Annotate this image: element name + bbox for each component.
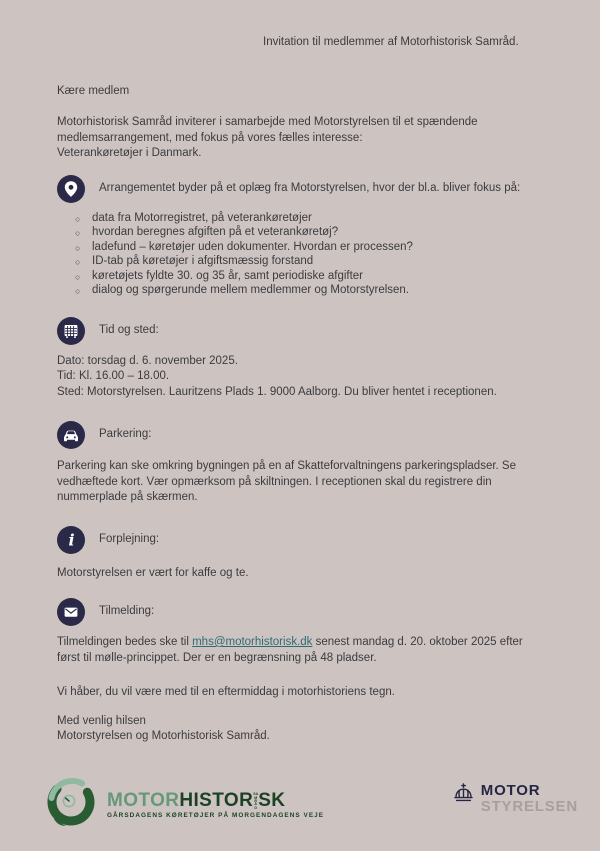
agenda-heading: Arrangementet byder på et oplæg fra Motorstyrelsen, hvor der bl.a. bliver fokus på: [99,181,521,194]
registration-body [57,635,548,666]
list-item: ○ hvordan beregnes afgiften på et veterankøretøj? [57,225,548,240]
time-place-details [57,354,548,401]
info-icon [57,526,85,554]
logo-word-histor: HISTOR [179,790,254,812]
motorhistorisk-tagline: GÅRSDAGENS KØRETØJER PÅ MORGENDAGENS VEJE [107,812,325,820]
signoff [57,714,548,745]
registration-text-after: senest mandag d. 20. oktober 2025 efter først til mølle-princippet. Der er en begrænsning på 48 pladser. [57,636,523,664]
page-title: Invitation til medlemmer af Motorhistorisk Samråd. [263,36,519,48]
crown-icon [452,783,475,809]
car-icon [57,421,85,449]
motorstyrelsen-logo [452,783,578,815]
email-link[interactable]: mhs@motorhistorisk.dk [192,636,313,648]
motorstyrelsen-wordmark [481,783,578,815]
hope-line: Vi håber, du vil være med til en eftermiddag i motorhistoriens tegn. [57,686,395,698]
list-item: ○ ID-tab på køretøjer i afgiftsmæssig forstand [57,254,548,269]
logo-word-motor: MOTOR [107,790,180,812]
section-registration [57,598,548,626]
calendar-icon [57,317,85,345]
signoff-line2: Motorstyrelsen og Motorhistorisk Samråd. [57,730,270,742]
agenda-bullet-list [57,211,548,298]
greeting: Kære medlem [57,84,130,97]
motorhistorisk-wordmark [107,791,324,820]
signoff-line1: Med venlig hilsen [57,714,146,727]
intro-line2: Veterankøretøjer i Danmark. [57,147,202,159]
catering-body: Motorstyrelsen er vært for kaffe og te. [57,566,249,579]
motorhistorisk-emblem-icon [44,774,98,838]
motorhistorisk-logo [44,774,324,838]
location-pin-icon [57,175,85,203]
logo-word-samraad-vertical: SAMRÅD [253,792,259,810]
list-item: ○ ladefund – køretøjer uden dokumenter. Hvordan er processen? [57,240,548,255]
time-line: Tid: Kl. 16.00 – 18.00. [57,370,170,382]
envelope-icon [57,598,85,626]
parking-body: Parkering kan ske omkring bygningen på en af Skatteforvaltningens parkeringspladser. Se vedhæftede kort. Vær opmærksom på skiltningen. I receptionen skal du registrere din nummerplade på skærmen. [57,460,516,503]
parking-heading: Parkering: [99,428,152,441]
intro-line1: Motorhistorisk Samråd inviterer i samarbejde med Motorstyrelsen til et spændende medlemsarrangement, med fokus på vores fælles interesse: [57,116,478,144]
time-place-heading: Tid og sted: [99,323,159,336]
motorstyrelsen-word-motor: MOTOR [480,782,541,799]
registration-heading: Tilmelding: [99,605,155,618]
logo-word-sk: SK [258,790,286,812]
section-agenda [57,175,548,203]
list-item: ○ køretøjets fyldte 30. og 35 år, samt periodiske afgifter [57,269,548,284]
place-line: Sted: Motorstyrelsen. Lauritzens Plads 1. 9000 Aalborg. Du bliver hentet i receptionen. [57,385,497,398]
motorhistorisk-word [107,791,324,810]
section-catering [57,526,548,554]
registration-text-before: Tilmeldingen bedes ske til [57,636,193,648]
list-item: ○ dialog og spørgerunde mellem medlemmer og Motorstyrelsen. [57,283,548,298]
motorstyrelsen-word-styrelsen: STYRELSEN [480,798,578,815]
intro-paragraph [57,115,548,162]
section-time-place [57,317,548,345]
list-item: ○ data fra Motorregistret, på veterankøretøjer [57,211,548,226]
svg-text:i: i [68,530,75,549]
catering-heading: Forplejning: [99,532,160,545]
section-parking [57,421,548,449]
date-line: Dato: torsdag d. 6. november 2025. [57,354,238,367]
